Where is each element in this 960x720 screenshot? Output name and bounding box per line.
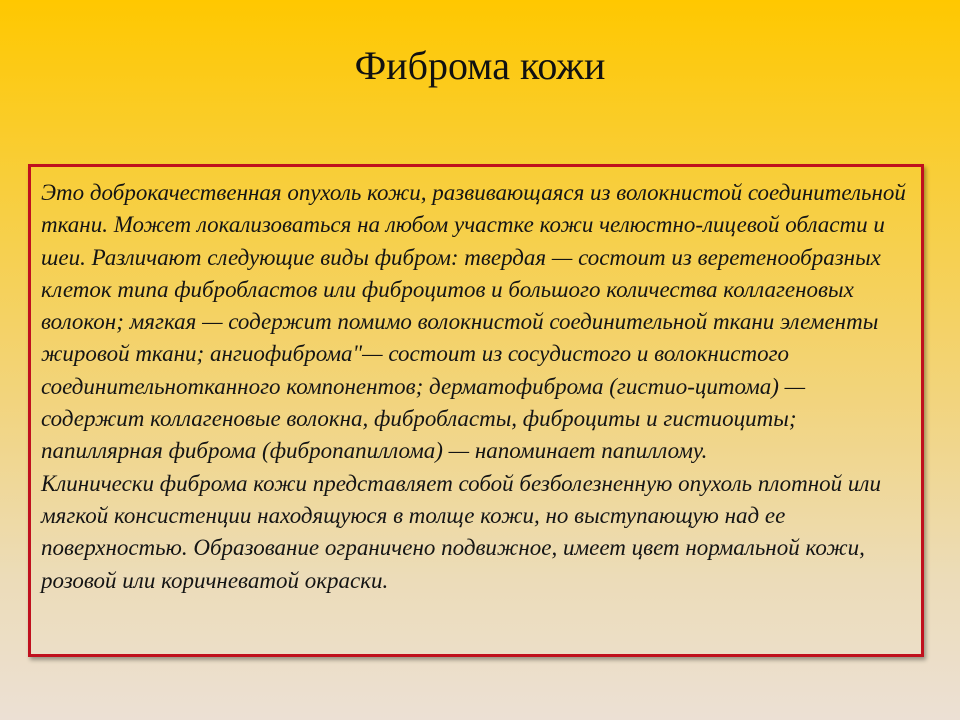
clinical-paragraph: Клинически фиброма кожи представляет собой безболезненную опухоль плотной или мягкой консистенции находящуюся в толще кожи, но выступающую над ее поверхностью. Образование ограничено подвижное, имеет цвет нормальной кожи, розовой или коричневатой окраски. xyxy=(41,470,881,593)
content-box xyxy=(28,164,924,657)
description-paragraph: Это доброкачественная опухоль кожи, развивающаяся из волокнистой соединительной ткани. Может локализоваться на любом участке кожи челюстно-лицевой области и шеи. Различают следующие виды фибром: твердая — состоит из веретенообразных клеток типа фибробластов или фиброцитов и большого количества коллагеновых волокон; мягкая — содержит помимо волокнистой соединительной ткани элементы жировой ткани; ангиофиброма"— состоит из сосудистого и волокнистого соединительнотканного компонентов; дерматофиброма (гистио-цитома) — содержит коллагеновые волокна, фибробласты, фиброциты и гистиоциты; папиллярная фиброма (фибропапиллома) — напоминает папиллому. xyxy=(41,180,906,464)
slide-title: Фиброма кожи xyxy=(354,43,606,88)
